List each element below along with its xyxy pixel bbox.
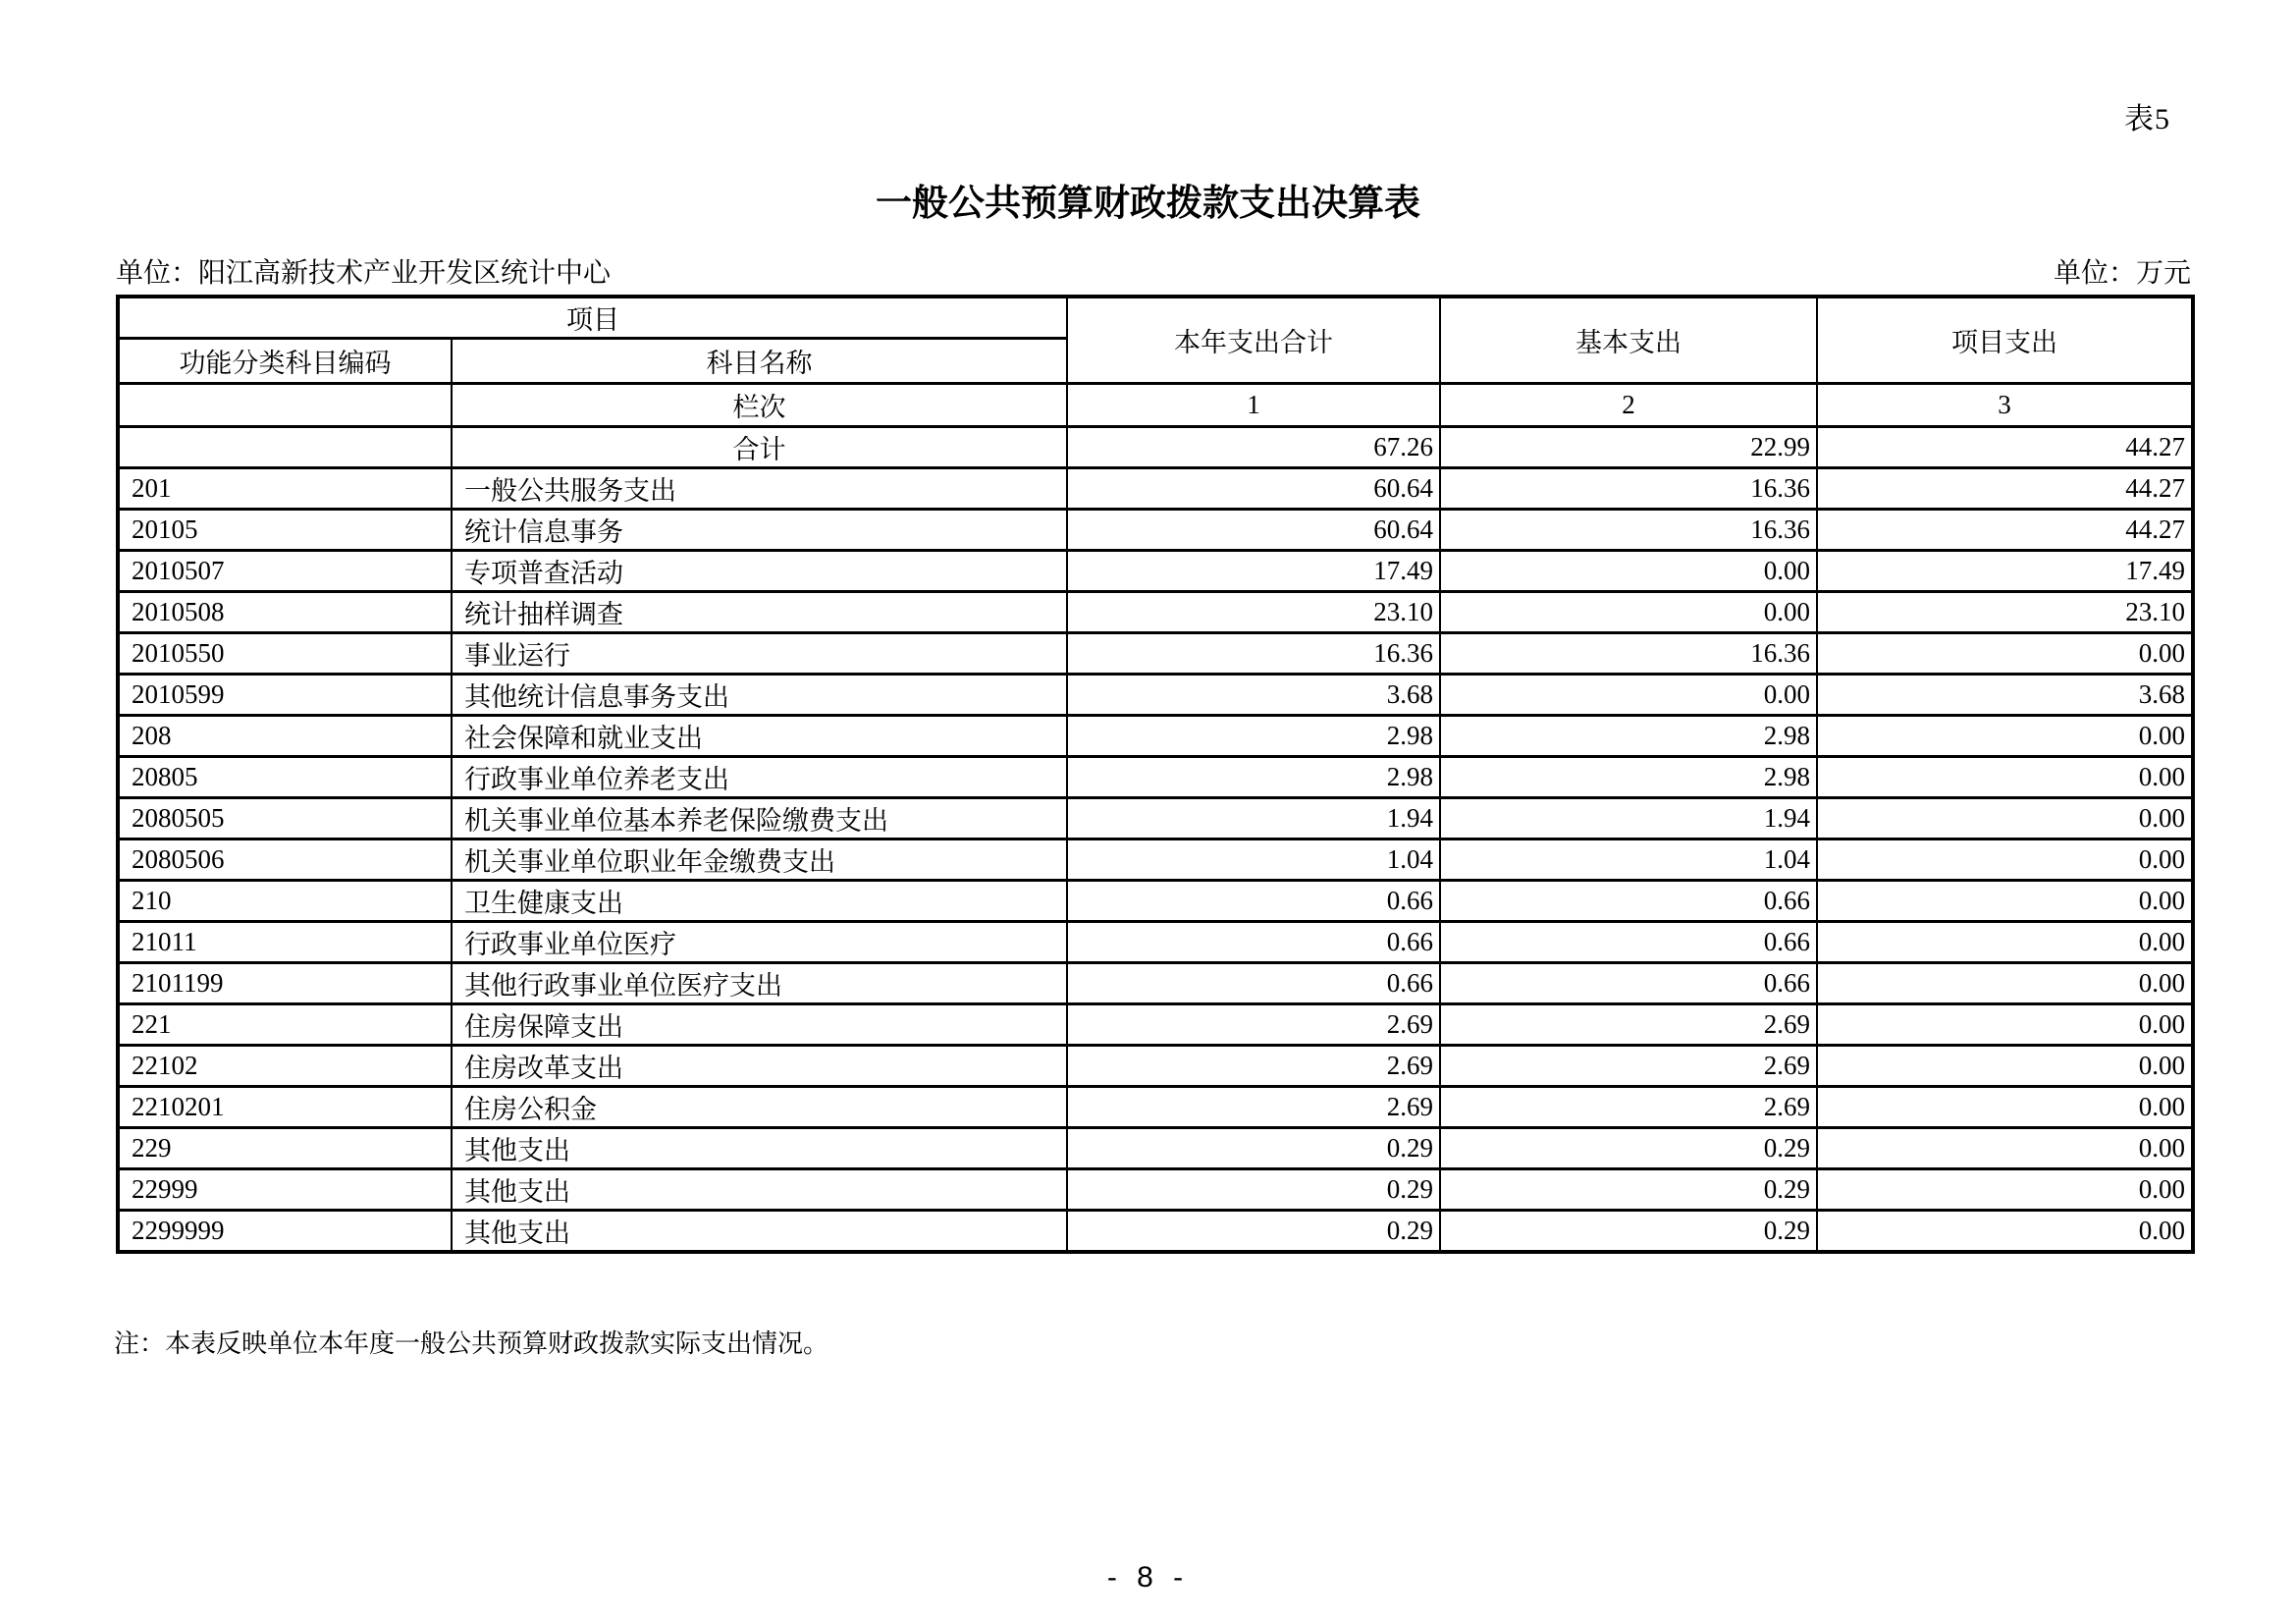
total-expense-column-header: 本年支出合计: [1067, 297, 1440, 384]
name-cell: 事业运行: [452, 633, 1067, 675]
table-row: [118, 839, 2193, 881]
name-cell: 其他行政事业单位医疗支出: [452, 963, 1067, 1004]
name-cell: 住房改革支出: [452, 1046, 1067, 1087]
table-row: [118, 1046, 2193, 1087]
value-cell: 0.00: [1817, 633, 2193, 675]
name-cell: 住房公积金: [452, 1087, 1067, 1128]
value-cell: 2.98: [1067, 757, 1440, 798]
table-row: [118, 551, 2193, 592]
table-row: [118, 1211, 2193, 1253]
value-cell: 0.66: [1067, 963, 1440, 1004]
currency-unit-label: 单位：万元: [2053, 258, 2191, 289]
value-cell: 2.98: [1440, 757, 1817, 798]
value-cell: 0.29: [1067, 1169, 1440, 1211]
table-row: [118, 922, 2193, 963]
code-cell: 2010508: [118, 592, 452, 633]
value-cell: 0.00: [1440, 675, 1817, 716]
table-row: [118, 633, 2193, 675]
name-cell: 其他支出: [452, 1211, 1067, 1253]
code-cell: 229: [118, 1128, 452, 1169]
value-cell: 16.36: [1440, 468, 1817, 510]
value-cell: 0.00: [1817, 922, 2193, 963]
code-cell: 210: [118, 881, 452, 922]
value-cell: 0.00: [1440, 592, 1817, 633]
total-row: [118, 427, 2193, 468]
column-index-2: 2: [1440, 384, 1817, 427]
value-cell: 67.26: [1067, 427, 1440, 468]
value-cell: 0.66: [1440, 963, 1817, 1004]
table-number-label: 表5: [2124, 103, 2170, 135]
code-cell: 2080506: [118, 839, 452, 881]
name-cell: 专项普查活动: [452, 551, 1067, 592]
table-row: [118, 757, 2193, 798]
code-cell: 2010507: [118, 551, 452, 592]
value-cell: 1.04: [1067, 839, 1440, 881]
value-cell: 17.49: [1067, 551, 1440, 592]
table-row: [118, 1087, 2193, 1128]
value-cell: 44.27: [1817, 427, 2193, 468]
code-cell: 20105: [118, 510, 452, 551]
name-cell: 一般公共服务支出: [452, 468, 1067, 510]
code-cell: 2080505: [118, 798, 452, 839]
value-cell: 0.66: [1067, 922, 1440, 963]
value-cell: 0.29: [1440, 1128, 1817, 1169]
table-row: [118, 1128, 2193, 1169]
name-cell: 社会保障和就业支出: [452, 716, 1067, 757]
column-index-row: [118, 384, 2193, 427]
table-row: [118, 675, 2193, 716]
table-row: [118, 963, 2193, 1004]
table-row: [118, 716, 2193, 757]
value-cell: 60.64: [1067, 468, 1440, 510]
code-cell: 201: [118, 468, 452, 510]
value-cell: 0.00: [1817, 757, 2193, 798]
value-cell: 0.00: [1817, 1128, 2193, 1169]
expenditure-table: [116, 295, 2195, 1254]
value-cell: 0.00: [1440, 551, 1817, 592]
code-cell: 221: [118, 1004, 452, 1046]
value-cell: 16.36: [1067, 633, 1440, 675]
value-cell: 1.94: [1440, 798, 1817, 839]
name-cell: 住房保障支出: [452, 1004, 1067, 1046]
value-cell: 0.00: [1817, 1004, 2193, 1046]
value-cell: 2.69: [1440, 1046, 1817, 1087]
value-cell: 16.36: [1440, 510, 1817, 551]
name-cell: 卫生健康支出: [452, 881, 1067, 922]
code-cell: 20805: [118, 757, 452, 798]
table-row: [118, 1004, 2193, 1046]
name-cell: 其他支出: [452, 1169, 1067, 1211]
name-cell: 机关事业单位基本养老保险缴费支出: [452, 798, 1067, 839]
code-cell: 21011: [118, 922, 452, 963]
header-row-project: [118, 297, 2193, 339]
table-row: [118, 510, 2193, 551]
value-cell: 44.27: [1817, 468, 2193, 510]
value-cell: 0.00: [1817, 798, 2193, 839]
table-row: [118, 798, 2193, 839]
page-number: - 8 -: [1106, 1561, 1190, 1594]
value-cell: 2.69: [1440, 1004, 1817, 1046]
value-cell: 22.99: [1440, 427, 1817, 468]
table-row: [118, 592, 2193, 633]
value-cell: 0.29: [1067, 1211, 1440, 1253]
value-cell: 2.69: [1440, 1087, 1817, 1128]
value-cell: 0.00: [1817, 1087, 2193, 1128]
name-cell: 行政事业单位医疗: [452, 922, 1067, 963]
value-cell: 0.29: [1440, 1169, 1817, 1211]
value-cell: 2.98: [1440, 716, 1817, 757]
name-cell: 其他支出: [452, 1128, 1067, 1169]
value-cell: 0.00: [1817, 963, 2193, 1004]
unit-name-label: 单位：阳江高新技术产业开发区统计中心: [116, 258, 612, 289]
value-cell: 17.49: [1817, 551, 2193, 592]
table-row: [118, 468, 2193, 510]
value-cell: 1.04: [1440, 839, 1817, 881]
project-expense-column-header: 项目支出: [1817, 297, 2193, 384]
value-cell: 0.66: [1440, 922, 1817, 963]
code-cell: 2299999: [118, 1211, 452, 1253]
code-cell: 208: [118, 716, 452, 757]
table-row: [118, 1169, 2193, 1211]
name-cell: 其他统计信息事务支出: [452, 675, 1067, 716]
value-cell: 2.69: [1067, 1087, 1440, 1128]
value-cell: 2.98: [1067, 716, 1440, 757]
value-cell: 0.00: [1817, 839, 2193, 881]
code-cell: 22999: [118, 1169, 452, 1211]
value-cell: 23.10: [1817, 592, 2193, 633]
value-cell: 0.29: [1440, 1211, 1817, 1253]
code-cell: [118, 427, 452, 468]
page-title: 一般公共预算财政拨款支出决算表: [876, 183, 1420, 223]
value-cell: 2.69: [1067, 1046, 1440, 1087]
value-cell: 0.66: [1440, 881, 1817, 922]
name-cell: 统计抽样调查: [452, 592, 1067, 633]
name-cell: 合计: [452, 427, 1067, 468]
value-cell: 0.00: [1817, 1169, 2193, 1211]
table-row: [118, 881, 2193, 922]
column-index-3: 3: [1817, 384, 2193, 427]
code-column-header: 功能分类科目编码: [118, 339, 452, 384]
code-cell: 2210201: [118, 1087, 452, 1128]
name-cell: 机关事业单位职业年金缴费支出: [452, 839, 1067, 881]
value-cell: 3.68: [1067, 675, 1440, 716]
column-index-1: 1: [1067, 384, 1440, 427]
project-group-header: 项目: [118, 297, 1067, 339]
value-cell: 44.27: [1817, 510, 2193, 551]
value-cell: 3.68: [1817, 675, 2193, 716]
value-cell: 16.36: [1440, 633, 1817, 675]
value-cell: 0.00: [1817, 881, 2193, 922]
name-column-header: 科目名称: [452, 339, 1067, 384]
table-note: 注：本表反映单位本年度一般公共预算财政拨款实际支出情况。: [114, 1329, 829, 1358]
value-cell: 2.69: [1067, 1004, 1440, 1046]
column-index-label: 栏次: [452, 384, 1067, 427]
code-cell: 2010599: [118, 675, 452, 716]
value-cell: 60.64: [1067, 510, 1440, 551]
value-cell: 1.94: [1067, 798, 1440, 839]
code-cell: 2010550: [118, 633, 452, 675]
value-cell: 0.00: [1817, 1211, 2193, 1253]
name-cell: 行政事业单位养老支出: [452, 757, 1067, 798]
value-cell: 0.66: [1067, 881, 1440, 922]
basic-expense-column-header: 基本支出: [1440, 297, 1817, 384]
value-cell: 0.29: [1067, 1128, 1440, 1169]
value-cell: 0.00: [1817, 716, 2193, 757]
code-cell: 22102: [118, 1046, 452, 1087]
name-cell: 统计信息事务: [452, 510, 1067, 551]
value-cell: 23.10: [1067, 592, 1440, 633]
code-cell: 2101199: [118, 963, 452, 1004]
unit-line: [116, 251, 2191, 291]
empty-cell: [118, 384, 452, 427]
value-cell: 0.00: [1817, 1046, 2193, 1087]
